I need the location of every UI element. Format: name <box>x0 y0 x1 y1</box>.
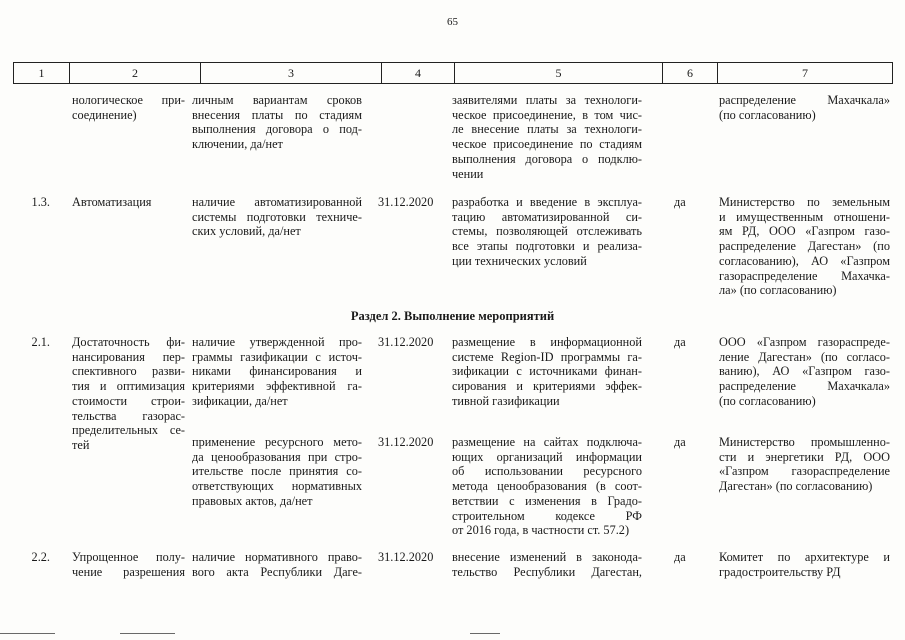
row-1-number: 1.3. <box>31 195 50 209</box>
row-0-action: заявителями платы за технологи- ческое присоединение, в том чис- ле внесение платы за технологи- ческое присоединение по стадиям выполнения договора о подклю- чении <box>452 93 642 181</box>
row-1-flag: да <box>674 195 686 209</box>
row-4-number: 2.2. <box>31 550 50 564</box>
row-2-number: 2.1. <box>31 335 50 349</box>
row-1-criterion: наличие автоматизированной системы подготовки техниче- ских условий, да/нет <box>192 195 362 239</box>
row-3-action: размещение на сайтах подключа- ющих организаций информации об использовании ресурсного метода ценообразования (в соот- ветствии с изменения в Градо- строительном кодексе РФ от 2016 года, в частности ст. 57.2) <box>452 435 642 538</box>
scan-edge-mark <box>120 633 175 634</box>
page-number: 65 <box>447 16 458 28</box>
header-cell-4: 4 <box>415 66 421 80</box>
row-2-action: размещение в информационной системе Region-ID программы га- зификации с источниками финан- сирования и критериями эффек- тивной газификации <box>452 335 642 408</box>
row-3-deadline: 31.12.2020 <box>378 435 434 449</box>
row-1-action: разработка и введение в эксплуа- тацию автоматизированной си- стемы, позволяющей отслеживать все этапы подготовки и реализа- ции технических условий <box>452 195 642 268</box>
row-3-responsible: Министерство промышленно- сти и энергетики РД, ООО «Газпром газораспределение Дагестан» (по согласованию) <box>719 435 890 494</box>
section-title: Раздел 2. Выполнение мероприятий <box>350 309 555 323</box>
row-4-responsible: Комитет по архитектуре и градостроительству РД <box>719 550 890 579</box>
header-cell-3: 3 <box>288 66 294 80</box>
row-4-flag: да <box>674 550 686 564</box>
row-0-criterion: личным вариантам сроков внесения платы по стадиям выполнения договора о под- ключении, да/нет <box>192 93 362 152</box>
scan-edge-mark <box>0 633 55 634</box>
row-4-deadline: 31.12.2020 <box>378 550 434 564</box>
row-2-criterion: наличие утвержденной про- граммы газификации с источ- никами финансирования и критериями эффективной га- зификации, да/нет <box>192 335 362 408</box>
row-0-indicator: нологическое при- соединение) <box>72 93 185 122</box>
row-0-responsible: распределение Махачкала» (по согласованию) <box>719 93 890 122</box>
row-2-deadline: 31.12.2020 <box>378 335 434 349</box>
row-2-indicator: Достаточность фи- нансирования пер- спективного разви- тия и оптимизация стоимости строи- тельства газорас- пределительных се- тей <box>72 335 185 452</box>
row-1-indicator: Автоматизация <box>72 195 152 209</box>
row-1-deadline: 31.12.2020 <box>378 195 434 209</box>
table-header-row <box>13 62 893 84</box>
header-cell-1: 1 <box>38 66 45 80</box>
header-cell-2: 2 <box>132 66 138 80</box>
row-2-responsible: ООО «Газпром газораспреде- ление Дагестан» (по согласо- ванию), АО «Газпром газо- распределение Махачкала» (по согласованию) <box>719 335 890 408</box>
scan-edge-mark <box>470 633 500 634</box>
row-1-responsible: Министерство по земельным и имущественным отношени- ям РД, ООО «Газпром газо- распределение Дагестан» (по согласованию), АО «Газпром газораспределение Махачка- ла» (по согласованию) <box>719 195 890 298</box>
row-3-flag: да <box>674 435 686 449</box>
header-cell-6: 6 <box>687 66 693 80</box>
header-cell-7: 7 <box>802 66 808 80</box>
row-4-criterion: наличие нормативного право- вого акта Республики Даге- <box>192 550 362 579</box>
row-4-action: внесение изменений в законода- тельство Республики Дагестан, <box>452 550 642 579</box>
row-4-indicator: Упрощенное полу- чение разрешения <box>72 550 185 579</box>
row-3-criterion: применение ресурсного мето- да ценообразования при стро- ительстве после принятия со- ответствующих нормативных правовых актов, да/нет <box>192 435 362 508</box>
header-cell-5: 5 <box>555 66 562 80</box>
row-2-flag: да <box>674 335 686 349</box>
